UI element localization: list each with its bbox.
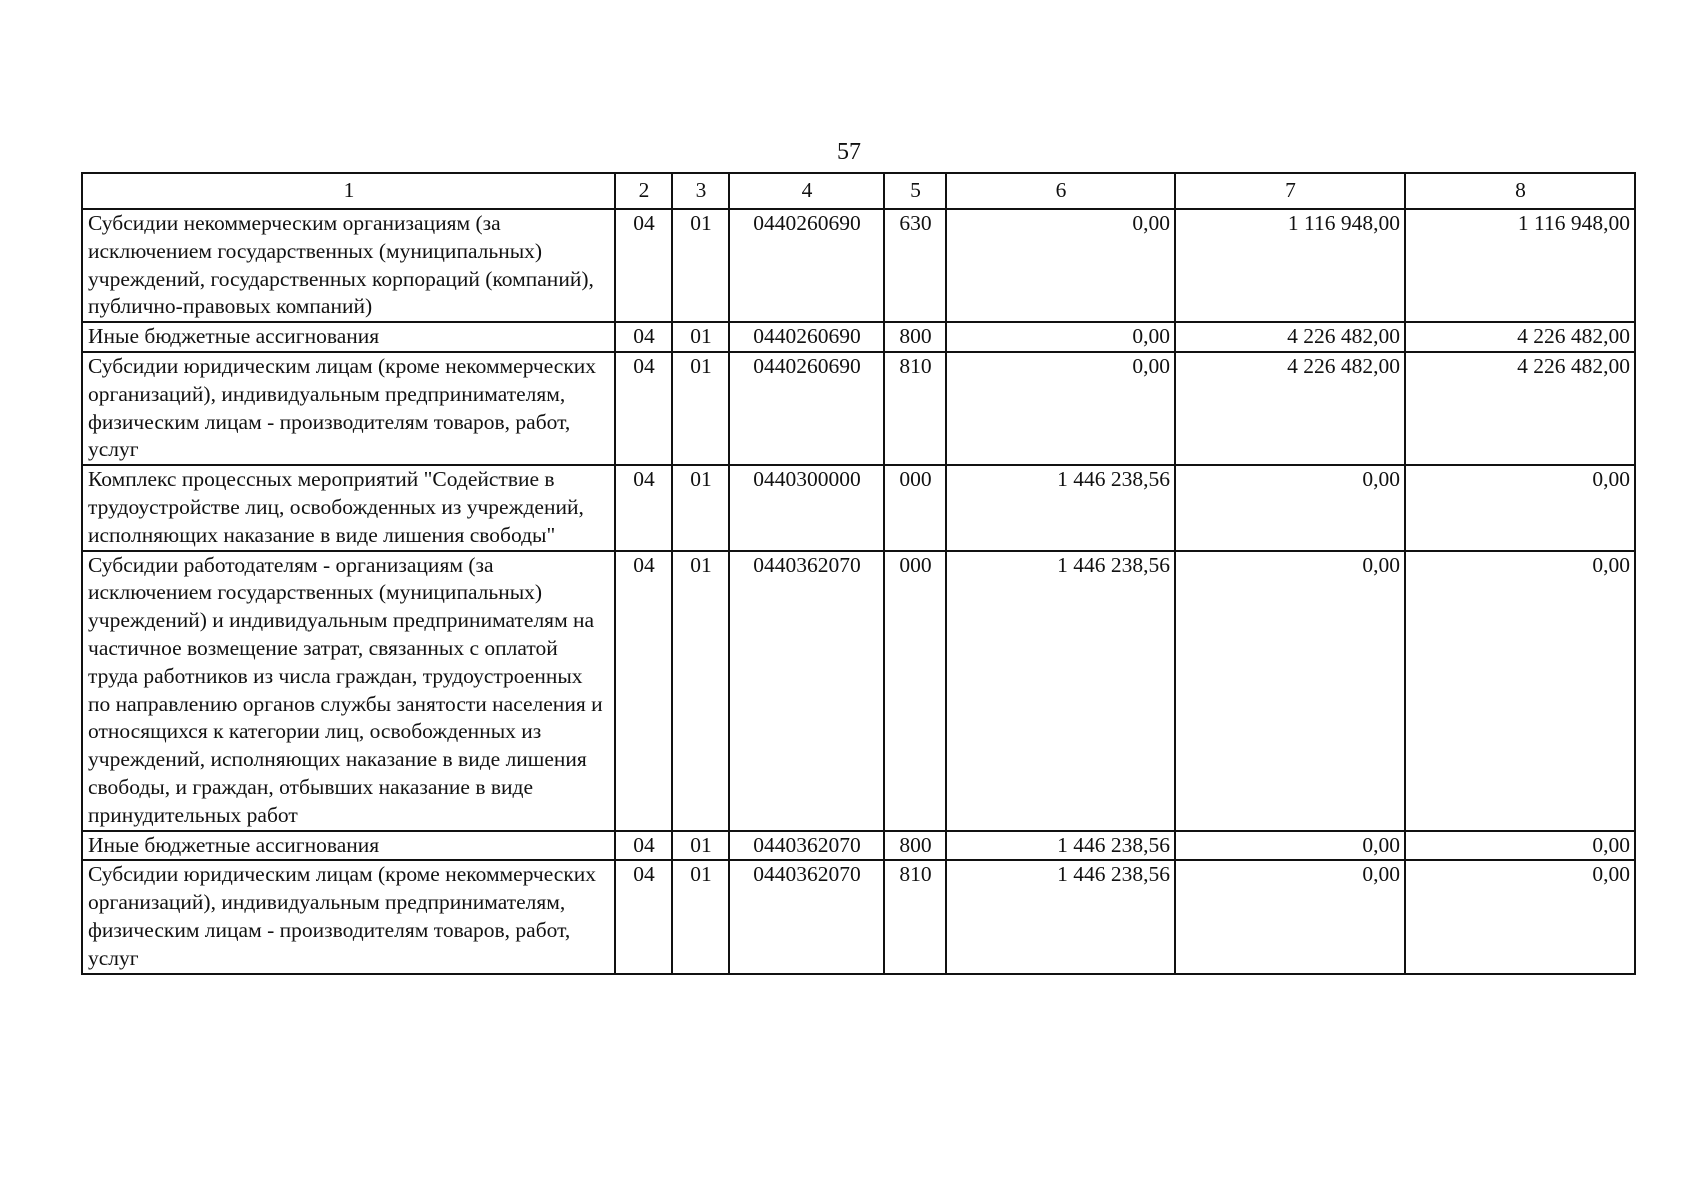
row-target-article: 0440362070 <box>729 831 884 861</box>
row-target-article: 0440260690 <box>729 209 884 322</box>
table-row <box>82 322 1635 352</box>
row-amount-7: 0,00 <box>1175 551 1405 831</box>
row-amount-7: 0,00 <box>1175 860 1405 973</box>
row-section: 04 <box>615 831 672 861</box>
table-row <box>82 551 1635 831</box>
header-col-7: 7 <box>1175 173 1405 209</box>
row-amount-8: 0,00 <box>1405 831 1635 861</box>
row-amount-8: 0,00 <box>1405 551 1635 831</box>
header-col-8: 8 <box>1405 173 1635 209</box>
row-amount-7: 1 116 948,00 <box>1175 209 1405 322</box>
row-subsection: 01 <box>672 831 729 861</box>
row-amount-7: 0,00 <box>1175 831 1405 861</box>
header-col-3: 3 <box>672 173 729 209</box>
row-name: Иные бюджетные ассигнования <box>82 322 615 352</box>
table-row <box>82 209 1635 322</box>
header-col-1: 1 <box>82 173 615 209</box>
header-col-2: 2 <box>615 173 672 209</box>
row-amount-8: 4 226 482,00 <box>1405 322 1635 352</box>
row-section: 04 <box>615 551 672 831</box>
row-amount-7: 0,00 <box>1175 465 1405 550</box>
header-col-5: 5 <box>884 173 946 209</box>
row-expense-type: 000 <box>884 465 946 550</box>
row-subsection: 01 <box>672 551 729 831</box>
row-subsection: 01 <box>672 322 729 352</box>
budget-table <box>81 172 1636 975</box>
row-amount-6: 1 446 238,56 <box>946 551 1175 831</box>
row-section: 04 <box>615 209 672 322</box>
row-expense-type: 810 <box>884 352 946 465</box>
row-amount-6: 0,00 <box>946 322 1175 352</box>
row-expense-type: 800 <box>884 831 946 861</box>
row-target-article: 0440260690 <box>729 322 884 352</box>
row-name: Субсидии некоммерческим организациям (за исключением государственных (муниципальных) учреждений, государственных корпораций (компаний), публично-правовых компаний) <box>82 209 615 322</box>
row-amount-8: 0,00 <box>1405 465 1635 550</box>
row-expense-type: 810 <box>884 860 946 973</box>
row-amount-7: 4 226 482,00 <box>1175 352 1405 465</box>
row-expense-type: 000 <box>884 551 946 831</box>
row-name: Субсидии работодателям - организациям (за исключением государственных (муниципальных) учреждений) и индивидуальным предпринимателям на частичное возмещение затрат, связанных с оплатой труда работников из числа граждан, трудоустроенных по направлению органов службы занятости населения и относящихся к категории лиц, освобожденных из учреждений, исполняющих наказание в виде лишения свободы, и граждан, отбывших наказание в виде принудительных работ <box>82 551 615 831</box>
row-amount-6: 0,00 <box>946 352 1175 465</box>
row-section: 04 <box>615 465 672 550</box>
row-section: 04 <box>615 352 672 465</box>
row-target-article: 0440362070 <box>729 860 884 973</box>
row-amount-8: 4 226 482,00 <box>1405 352 1635 465</box>
row-expense-type: 800 <box>884 322 946 352</box>
row-subsection: 01 <box>672 352 729 465</box>
row-amount-6: 1 446 238,56 <box>946 831 1175 861</box>
row-expense-type: 630 <box>884 209 946 322</box>
row-section: 04 <box>615 322 672 352</box>
row-target-article: 0440362070 <box>729 551 884 831</box>
row-target-article: 0440300000 <box>729 465 884 550</box>
table-row <box>82 352 1635 465</box>
row-name: Иные бюджетные ассигнования <box>82 831 615 861</box>
row-amount-6: 1 446 238,56 <box>946 860 1175 973</box>
table-row <box>82 465 1635 550</box>
row-amount-7: 4 226 482,00 <box>1175 322 1405 352</box>
row-subsection: 01 <box>672 209 729 322</box>
row-subsection: 01 <box>672 465 729 550</box>
row-amount-8: 1 116 948,00 <box>1405 209 1635 322</box>
row-name: Субсидии юридическим лицам (кроме некоммерческих организаций), индивидуальным предпринимателям, физическим лицам - производителям товаров, работ, услуг <box>82 352 615 465</box>
row-amount-6: 0,00 <box>946 209 1175 322</box>
row-section: 04 <box>615 860 672 973</box>
table-header-row <box>82 173 1635 209</box>
header-col-4: 4 <box>729 173 884 209</box>
page-number: 57 <box>837 139 861 165</box>
row-amount-6: 1 446 238,56 <box>946 465 1175 550</box>
row-subsection: 01 <box>672 860 729 973</box>
row-amount-8: 0,00 <box>1405 860 1635 973</box>
header-col-6: 6 <box>946 173 1175 209</box>
row-target-article: 0440260690 <box>729 352 884 465</box>
table-row <box>82 831 1635 861</box>
row-name: Субсидии юридическим лицам (кроме некоммерческих организаций), индивидуальным предпринимателям, физическим лицам - производителям товаров, работ, услуг <box>82 860 615 973</box>
table-row <box>82 860 1635 973</box>
row-name: Комплекс процессных мероприятий "Содействие в трудоустройстве лиц, освобожденных из учреждений, исполняющих наказание в виде лишения свободы" <box>82 465 615 550</box>
